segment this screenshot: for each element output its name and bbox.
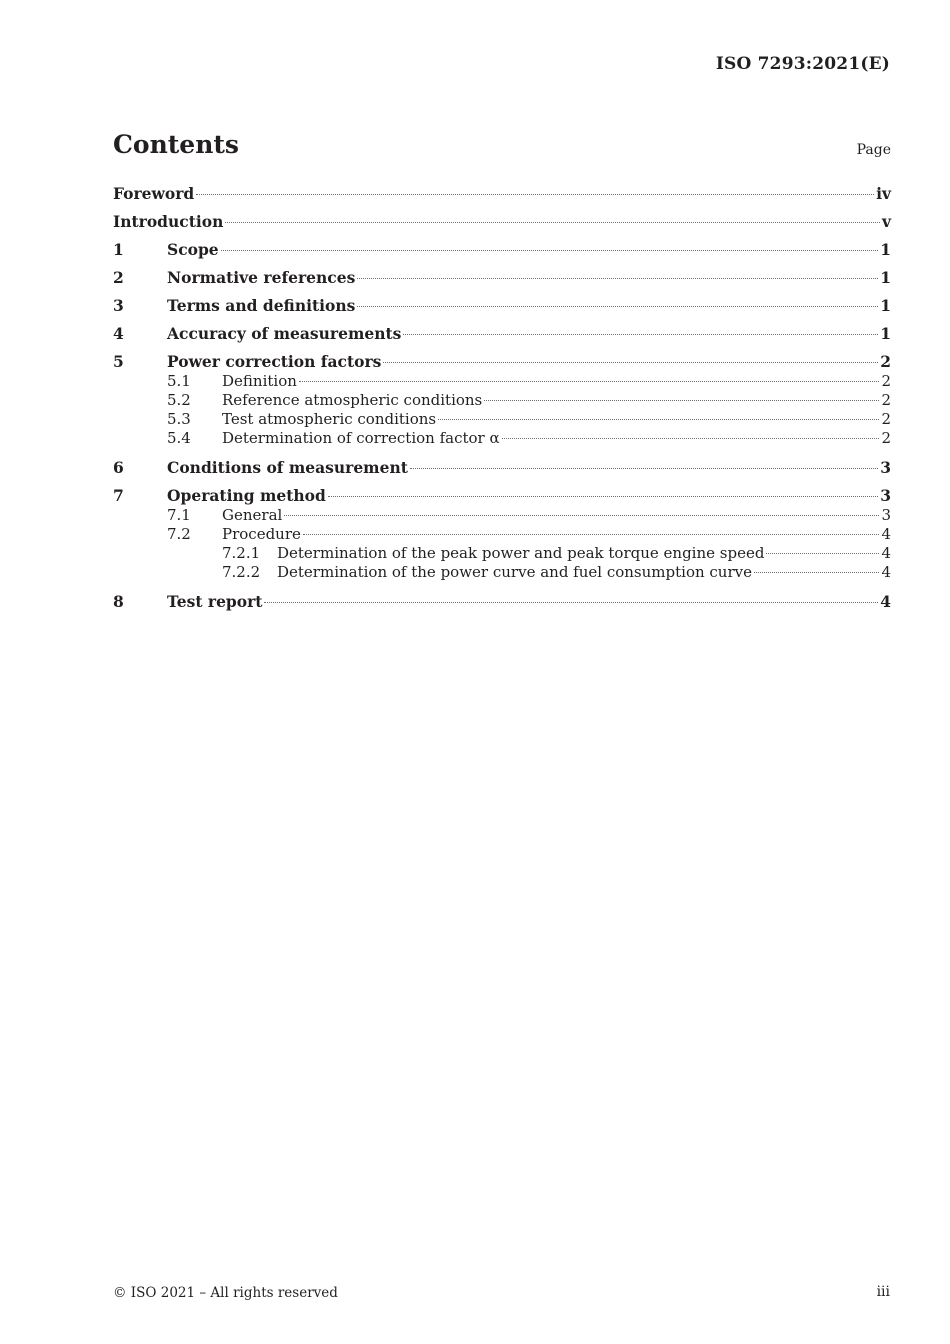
toc-entry-1[interactable] <box>113 240 891 259</box>
toc-entry-foreword[interactable] <box>113 184 891 203</box>
toc-entry-title: Procedure <box>222 525 301 543</box>
toc-entry-title: Determination of the power curve and fuel consumption curve <box>277 563 752 581</box>
toc-entry-title: Conditions of measurement <box>167 458 408 477</box>
toc-entry-title: Introduction <box>113 212 224 231</box>
toc-entry-number: 8 <box>113 592 124 611</box>
toc-entry-title: Power correction factors <box>167 352 382 371</box>
document-id: ISO 7293:2021(E) <box>715 54 890 74</box>
copyright-notice: © ISO 2021 – All rights reserved <box>113 1285 338 1301</box>
dot-leader <box>383 362 878 363</box>
toc-entry-7[interactable] <box>113 486 891 505</box>
toc-entry-title: Normative references <box>167 268 356 287</box>
dot-leader <box>357 278 878 279</box>
footer-page-number: iii <box>876 1284 890 1300</box>
dot-leader <box>410 468 878 469</box>
toc-entry-7-1[interactable] <box>113 506 891 525</box>
toc-entry-page: 2 <box>880 352 891 371</box>
dot-leader <box>754 572 879 573</box>
toc-entry-number: 7.2 <box>167 525 191 543</box>
toc-entry-page: 4 <box>881 563 891 581</box>
toc-entry-title: Accuracy of measurements <box>167 324 402 343</box>
toc-entry-number: 7.2.2 <box>222 563 261 581</box>
toc-entry-number: 5.1 <box>167 372 191 390</box>
toc-entry-3[interactable] <box>113 296 891 315</box>
dot-leader <box>196 194 874 195</box>
toc-entry-number: 5.2 <box>167 391 191 409</box>
toc-entry-title: Test report <box>167 592 263 611</box>
toc-entry-page: 4 <box>881 544 891 562</box>
toc-entry-4[interactable] <box>113 324 891 343</box>
toc-entry-number: 4 <box>113 324 124 343</box>
toc-entry-title: Reference atmospheric conditions <box>222 391 483 409</box>
toc-entry-5-1[interactable] <box>113 372 891 391</box>
toc-entry-7-2-2[interactable] <box>113 563 891 582</box>
toc-entry-page: 4 <box>880 592 891 611</box>
toc-entry-5-2[interactable] <box>113 391 891 410</box>
dot-leader <box>403 334 878 335</box>
toc-entry-page: 1 <box>880 324 891 343</box>
dot-leader <box>299 381 880 382</box>
toc-entry-number: 6 <box>113 458 124 477</box>
dot-leader <box>303 534 880 535</box>
toc-entry-page: 3 <box>880 486 891 505</box>
toc-entry-page: 3 <box>881 506 891 524</box>
toc-entry-number: 5.4 <box>167 429 191 447</box>
toc-entry-title: Definition <box>222 372 297 390</box>
toc-entry-page: 2 <box>881 391 891 409</box>
toc-entry-number: 1 <box>113 240 124 259</box>
toc-entry-title: Operating method <box>167 486 326 505</box>
toc-entry-6[interactable] <box>113 458 891 477</box>
toc-entry-page: 1 <box>880 296 891 315</box>
toc-entry-title: Scope <box>167 240 219 259</box>
dot-leader <box>438 419 879 420</box>
toc-entry-page: 1 <box>880 268 891 287</box>
toc-entry-title: Test atmospheric conditions <box>222 410 437 428</box>
toc-entry-page: v <box>881 212 891 231</box>
toc-entry-5-3[interactable] <box>113 410 891 429</box>
toc-entry-number: 7.2.1 <box>222 544 261 562</box>
contents-heading: Contents <box>113 130 240 159</box>
toc-entry-number: 5 <box>113 352 124 371</box>
toc-entry-page: 2 <box>881 429 891 447</box>
toc-entry-page: 2 <box>881 372 891 390</box>
toc-entry-page: iv <box>876 184 891 203</box>
toc-entry-7-2[interactable] <box>113 525 891 544</box>
toc-entry-number: 5.3 <box>167 410 191 428</box>
toc-entry-title: Terms and definitions <box>167 296 356 315</box>
toc-entry-number: 7 <box>113 486 124 505</box>
toc-entry-7-2-1[interactable] <box>113 544 891 563</box>
toc-entry-page: 4 <box>881 525 891 543</box>
toc-entry-number: 7.1 <box>167 506 191 524</box>
toc-entry-2[interactable] <box>113 268 891 287</box>
toc-entry-introduction[interactable] <box>113 212 891 231</box>
toc-entry-page: 2 <box>881 410 891 428</box>
toc-entry-title: Foreword <box>113 184 195 203</box>
dot-leader <box>357 306 878 307</box>
toc-entry-title: Determination of correction factor α <box>222 429 500 447</box>
toc-entry-page: 3 <box>880 458 891 477</box>
toc-entry-8[interactable] <box>113 592 891 611</box>
toc-entry-title: General <box>222 506 283 524</box>
dot-leader <box>766 553 879 554</box>
dot-leader <box>221 250 879 251</box>
toc-entry-number: 2 <box>113 268 124 287</box>
toc-entry-5-4[interactable] <box>113 429 891 448</box>
dot-leader <box>484 400 879 401</box>
toc-entry-number: 3 <box>113 296 124 315</box>
toc-entry-5[interactable] <box>113 352 891 371</box>
dot-leader <box>225 222 880 223</box>
page-column-label: Page <box>856 142 891 158</box>
dot-leader <box>328 496 878 497</box>
table-of-contents <box>113 184 891 611</box>
dot-leader <box>502 438 880 439</box>
dot-leader <box>264 602 878 603</box>
toc-entry-page: 1 <box>880 240 891 259</box>
dot-leader <box>284 515 879 516</box>
toc-entry-title: Determination of the peak power and peak torque engine speed <box>277 544 765 562</box>
